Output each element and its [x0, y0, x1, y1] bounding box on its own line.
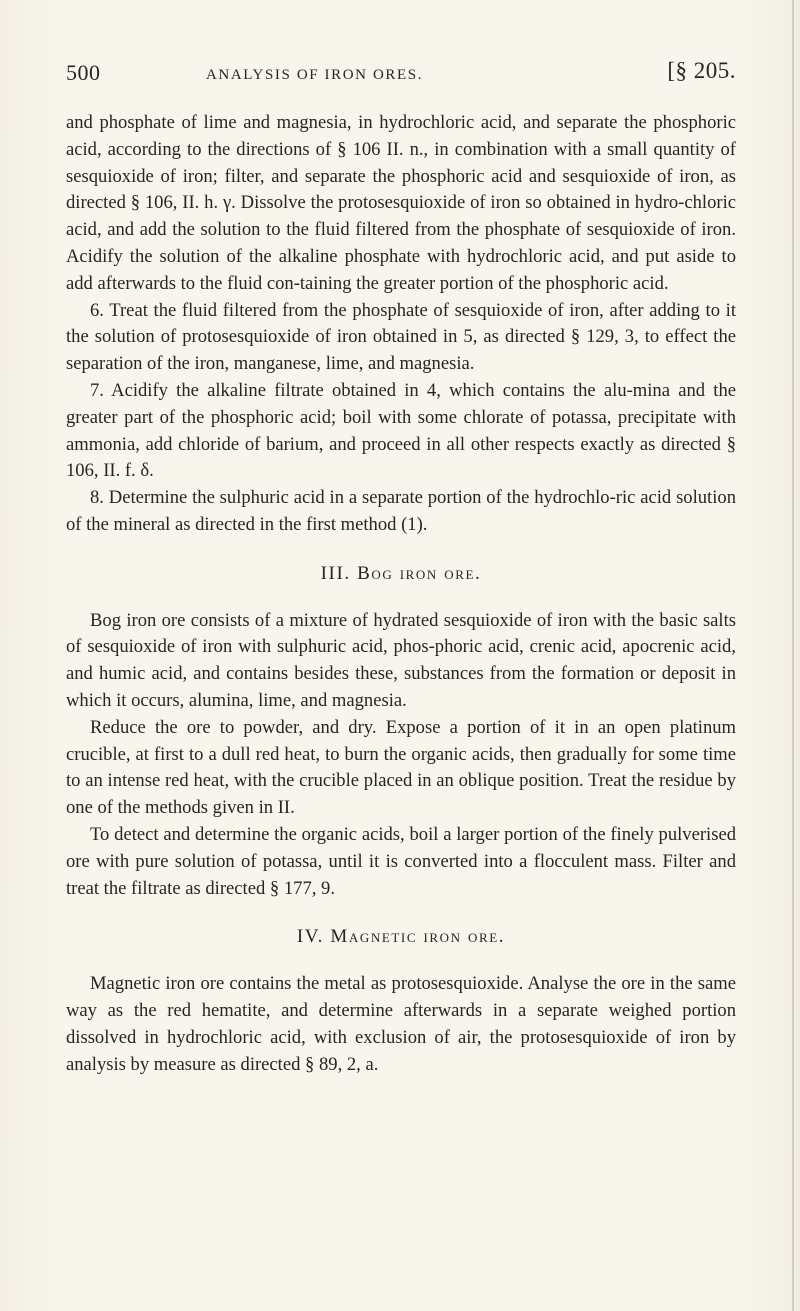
page-content: [66, 110, 736, 1078]
paragraph-bog-2: Reduce the ore to powder, and dry. Expose a portion of it in an open platinum crucible, at first to a dull red heat, to burn the organic acids, then gradually for some time to an intense red heat, with the crucible placed in an oblique position. Treat the residue by one of the methods given in II.: [66, 716, 736, 819]
section-heading-text: IV. Magnetic iron ore.: [296, 926, 506, 948]
section-heading-bog-iron-ore: [66, 561, 736, 588]
paragraph-1: and phosphate of lime and magnesia, in hydrochloric acid, and separate the phosphoric acid, according to the directions of § 106 II. n., in combination with a small quantity of sesquioxide of iron; filter, and separate the phosphoric acid and sesquioxide of iron, as directed § 106, II. h. γ. Dissolve the protosesquioxide of iron so obtained in hydro-chloric acid, and add the solution to the fluid filtered from the phosphate of sesquioxide of iron. Acidify the solution of the alkaline phosphate with hydrochloric acid, and put aside to add afterwards to the fluid con-taining the greater portion of the phosphoric acid.: [66, 112, 736, 294]
paragraph-step-7: 7. Acidify the alkaline filtrate obtained in 4, which contains the alu-mina and the greater part of the phosphoric acid; boil with some chlorate of potassa, precipitate with ammonia, add chloride of barium, and proceed in all other respects exactly as directed § 106, II. f. δ.: [66, 379, 736, 482]
paragraph-step-6: 6. Treat the fluid filtered from the phosphate of sesquioxide of iron, after adding to it the solution of protosesquioxide of iron obtained in 5, as directed § 129, 3, to effect the separation of the iron, manganese, lime, and magnesia.: [66, 299, 736, 375]
paragraph-step-8: 8. Determine the sulphuric acid in a separate portion of the hydrochlo-ric acid solution of the mineral as directed in the first method (1).: [66, 487, 736, 535]
section-heading-text: III. Bog iron ore.: [320, 562, 482, 584]
page-number: 500: [66, 60, 101, 85]
paragraph-bog-3: To detect and determine the organic acids, boil a larger portion of the finely pulverised ore with pure solution of potassa, until it is converted into a flocculent mass. Filter and treat the filtrate as directed § 177, 9.: [66, 823, 736, 899]
section-reference: [§ 205.: [667, 58, 736, 83]
page-edge-line: [792, 0, 794, 1311]
paragraph-bog-1: Bog iron ore consists of a mixture of hydrated sesquioxide of iron with the basic salts of sesquioxide of iron with sulphuric acid, phos-phoric acid, crenic acid, apocrenic acid, and humic acid, and contains besides these, substances from the formation or deposit in which it occurs, alumina, lime, and magnesia.: [66, 609, 736, 711]
page-header: [66, 50, 736, 86]
section-heading-magnetic-iron-ore: [66, 924, 736, 951]
paragraph-magnetic-1: Magnetic iron ore contains the metal as protosesquioxide. Analyse the ore in the same way as the red hematite, and determine afterwards in a separate weighed portion dissolved in hydrochloric acid, with exclusion of air, the protosesquioxide of iron by analysis by measure as directed § 89, 2, a.: [66, 973, 736, 1075]
running-title: ANALYSIS OF IRON ORES.: [206, 67, 424, 83]
